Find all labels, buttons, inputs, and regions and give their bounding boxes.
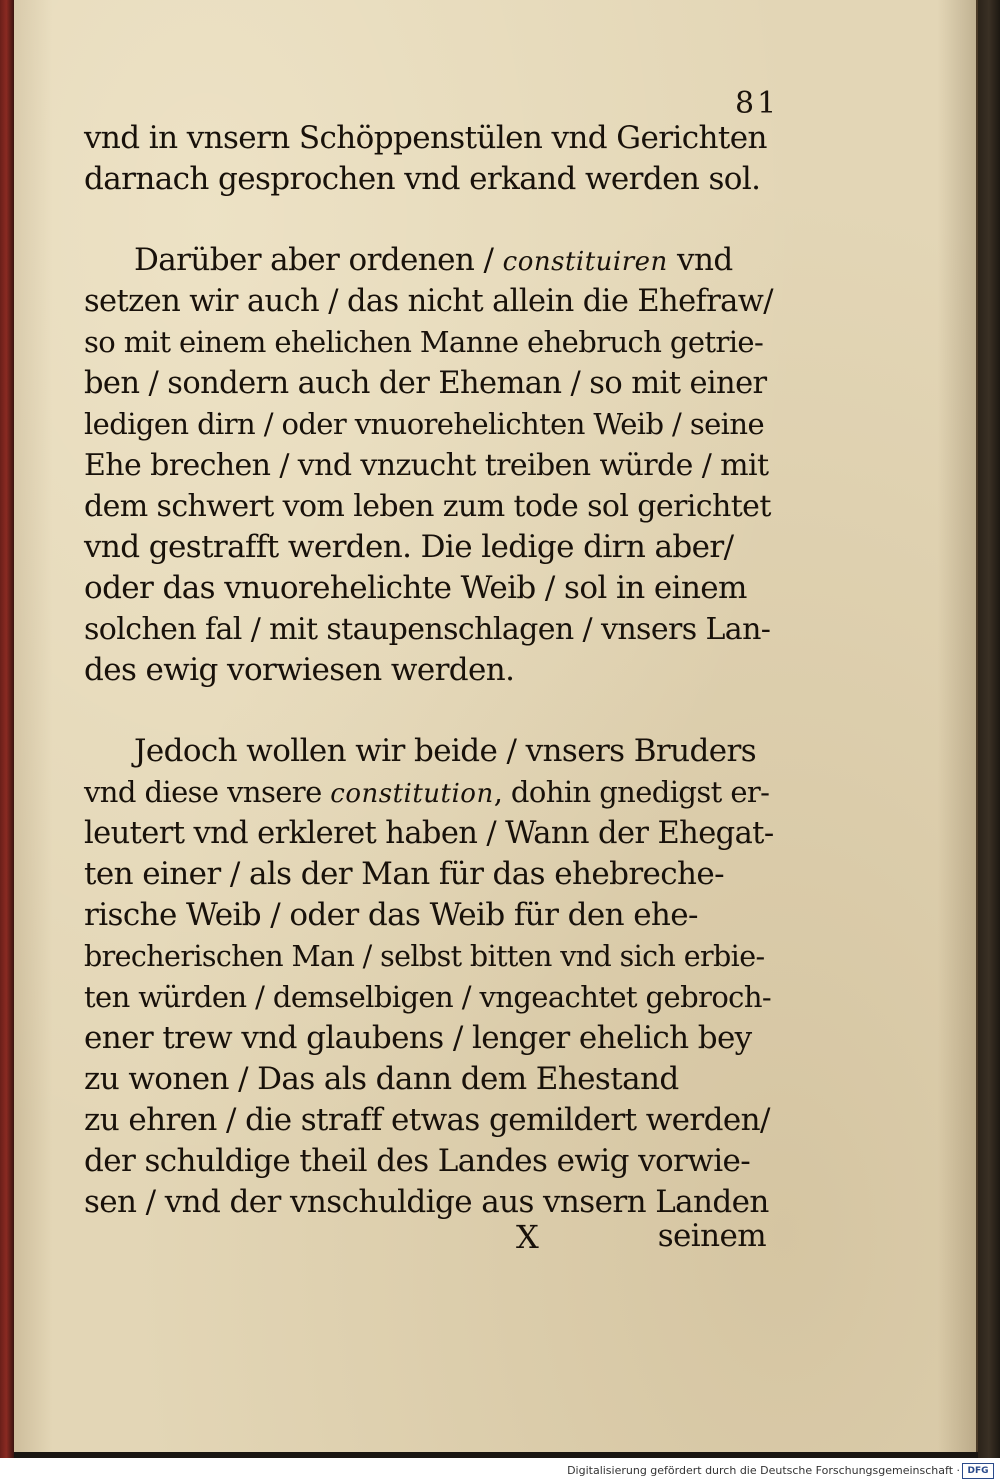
text-run: , dohin gnedigst er- — [493, 775, 770, 809]
text-line: der schuldige theil des Landes ewig vorwie- — [84, 1143, 751, 1179]
text-line: ten würden / demselbigen / vngeachtet gebroch- — [84, 980, 772, 1014]
paragraph-gap — [84, 200, 774, 240]
text-run: vnd — [667, 242, 733, 278]
text-line: leutert vnd erkleret haben / Wann der Ehegat- — [84, 816, 774, 851]
text-line: sen / vnd der vnschuldige aus vnsern Landen — [84, 1184, 769, 1220]
text-line — [84, 772, 774, 813]
dfg-logo-icon: DFG — [962, 1463, 994, 1479]
text-line: setzen wir auch / das nicht allein die Ehefraw/ — [84, 284, 773, 319]
text-line: dem schwert vom leben zum tode sol gerichtet — [84, 489, 771, 524]
text-line: vnd gestrafft werden. Die ledige dirn aber/ — [84, 529, 734, 565]
text-line: darnach gesprochen vnd erkand werden sol. — [84, 161, 761, 197]
text-line: ten einer / als der Man für das ehebreche- — [84, 856, 725, 892]
text-line: ener trew vnd glaubens / lenger ehelich bey — [84, 1020, 752, 1056]
catchword: seinem — [657, 1218, 766, 1254]
text-line — [84, 240, 774, 281]
footer-credit: Digitalisierung gefördert durch die Deutsche Forschungsgemeinschaft · — [567, 1464, 960, 1477]
text-line: oder das vnuorehelichte Weib / sol in einem — [84, 570, 747, 606]
text-line: Jedoch wollen wir beide / vnsers Bruders — [134, 733, 757, 769]
latin-term: constituiren — [502, 247, 668, 277]
book-cover-edge — [0, 0, 14, 1458]
text-line: ben / sondern auch der Eheman / so mit einer — [84, 366, 767, 401]
text-line: Ehe brechen / vnd vnzucht treiben würde / mit — [84, 448, 769, 483]
body-text — [84, 118, 774, 1223]
text-run: vnd diese vnsere — [84, 775, 331, 809]
text-line: zu wonen / Das als dann dem Ehestand — [84, 1061, 679, 1097]
text-run: Darüber aber ordenen / — [134, 242, 503, 278]
page-foot — [84, 1218, 774, 1262]
text-line: brecherischen Man / selbst bitten vnd sich erbie- — [84, 940, 765, 973]
latin-term: constitution — [330, 779, 494, 809]
text-line: solchen fal / mit staupenschlagen / vnsers Lan- — [84, 612, 771, 647]
text-line: so mit einem ehelichen Manne ehebruch getrie- — [84, 325, 764, 359]
paragraph-gap — [84, 691, 774, 731]
text-line: des ewig vorwiesen werden. — [84, 652, 515, 688]
digitization-footer — [0, 1458, 1000, 1484]
signature-mark: X — [516, 1218, 539, 1256]
text-line: ledigen dirn / oder vnuorehelichten Weib / seine — [84, 407, 765, 441]
text-line: zu ehren / die straff etwas gemildert werden/ — [84, 1102, 770, 1138]
text-line: rische Weib / oder das Weib für den ehe- — [84, 897, 698, 933]
text-line: vnd in vnsern Schöppenstülen vnd Gerichten — [84, 120, 767, 156]
book-gutter — [978, 0, 1000, 1458]
page-number: 81 — [735, 86, 780, 121]
